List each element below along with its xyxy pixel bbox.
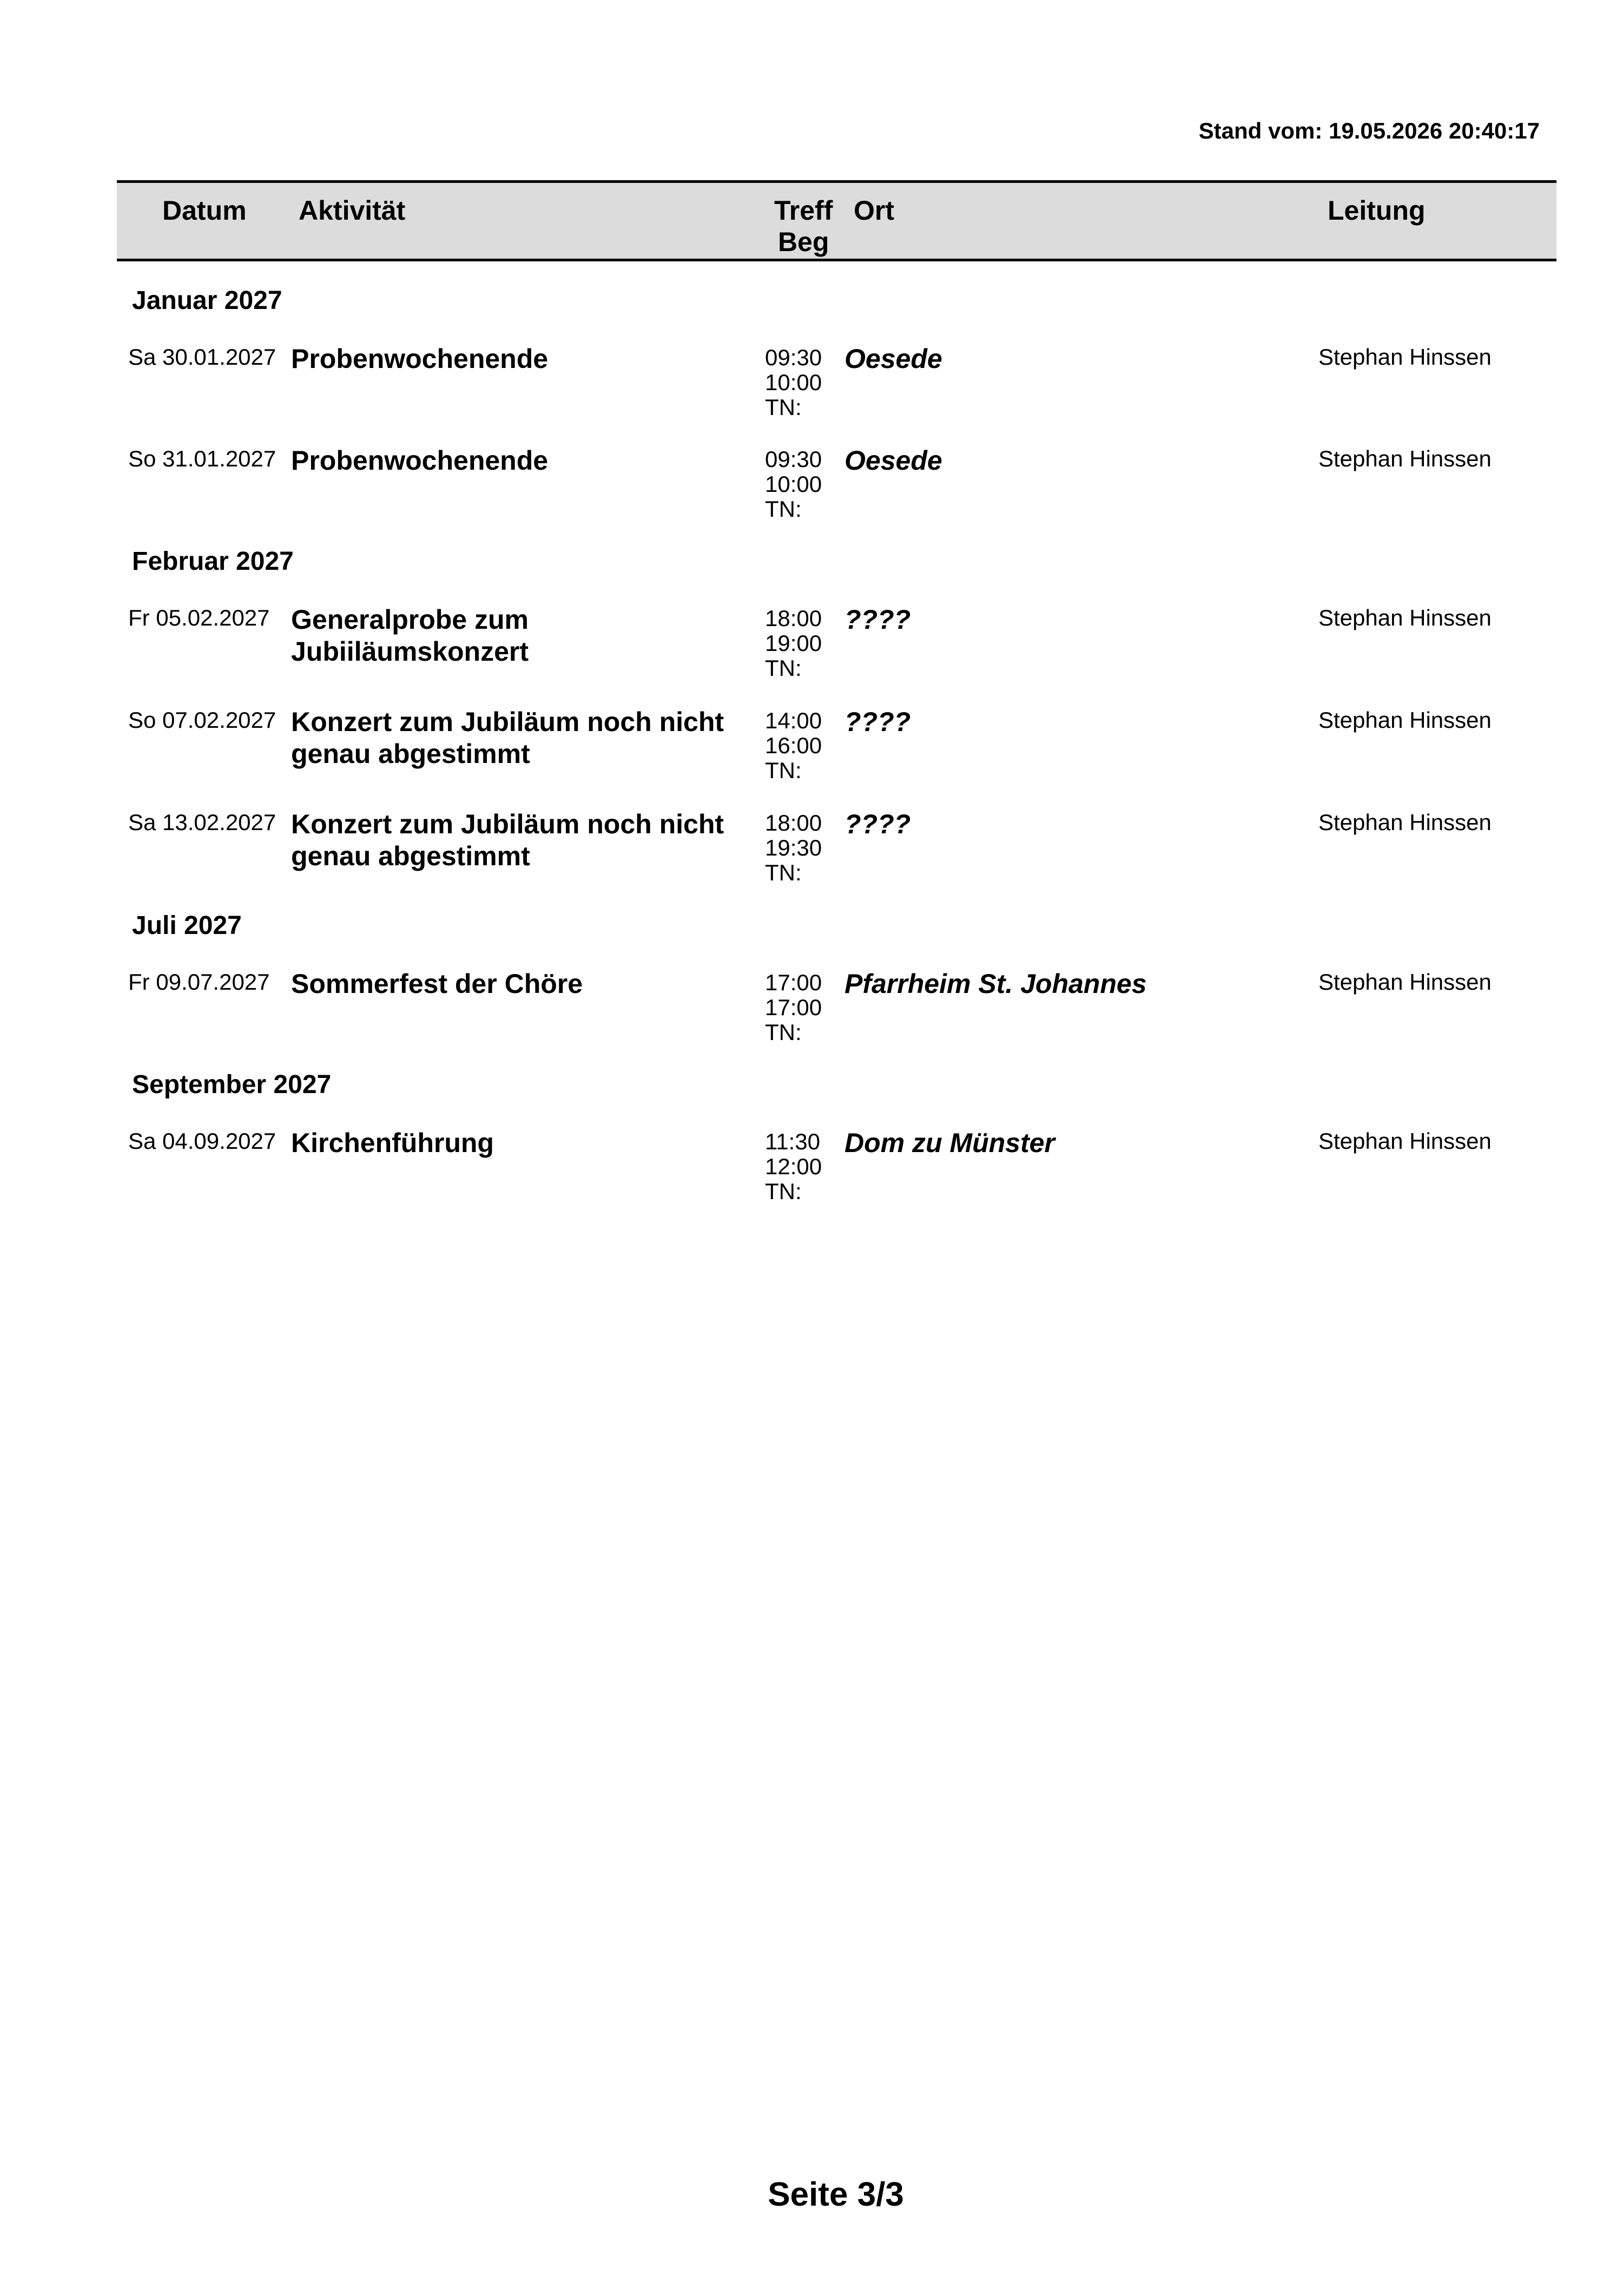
event-activity: Kirchenführung bbox=[291, 1128, 494, 1158]
event-begin-time: 16:00 bbox=[765, 733, 822, 758]
event-activity: Sommerfest der Chöre bbox=[291, 969, 583, 999]
table-header bbox=[117, 180, 1556, 261]
event-activity: Probenwochenende bbox=[291, 445, 549, 476]
column-header-treff: Treff bbox=[774, 195, 833, 226]
event-times bbox=[765, 1129, 822, 1204]
month-heading: Juli 2027 bbox=[132, 911, 242, 940]
event-begin-time: 19:30 bbox=[765, 835, 822, 860]
event-location: Oesede bbox=[845, 344, 942, 374]
event-location: Pfarrheim St. Johannes bbox=[845, 969, 1147, 999]
event-times bbox=[765, 345, 822, 420]
event-times bbox=[765, 970, 822, 1045]
event-activity: Generalprobe zum Jubiiläumskonzert bbox=[291, 604, 529, 667]
event-treff-time: 09:30 bbox=[765, 345, 822, 370]
event-leader: Stephan Hinssen bbox=[1318, 810, 1492, 835]
event-date: So 31.01.2027 bbox=[128, 446, 276, 471]
event-begin-time: 10:00 bbox=[765, 370, 822, 395]
event-begin-time: 19:00 bbox=[765, 630, 822, 656]
event-times bbox=[765, 606, 822, 681]
event-date: Sa 04.09.2027 bbox=[128, 1128, 276, 1154]
month-heading: Februar 2027 bbox=[132, 547, 294, 576]
column-header-leitung: Leitung bbox=[1328, 195, 1426, 226]
event-begin-time: 17:00 bbox=[765, 995, 822, 1020]
event-leader: Stephan Hinssen bbox=[1318, 1128, 1492, 1154]
column-header-beg: Beg bbox=[777, 227, 829, 257]
event-leader: Stephan Hinssen bbox=[1318, 707, 1492, 733]
event-date: Fr 09.07.2027 bbox=[128, 969, 270, 995]
event-tn-label: TN: bbox=[765, 655, 802, 681]
event-activity: Konzert zum Jubiläum noch nicht genau abgestimmt bbox=[291, 707, 724, 769]
column-header-ort: Ort bbox=[854, 195, 894, 226]
event-date: Fr 05.02.2027 bbox=[128, 605, 270, 630]
column-header-treff-beg bbox=[774, 195, 833, 258]
event-tn-label: TN: bbox=[765, 1179, 802, 1204]
event-tn-label: TN: bbox=[765, 860, 802, 885]
event-leader: Stephan Hinssen bbox=[1318, 344, 1492, 370]
event-location: Oesede bbox=[845, 445, 942, 476]
event-treff-time: 09:30 bbox=[765, 446, 822, 472]
event-treff-time: 14:00 bbox=[765, 708, 822, 733]
event-tn-label: TN: bbox=[765, 1019, 802, 1045]
column-header-aktivitaet: Aktivität bbox=[299, 195, 406, 226]
event-leader: Stephan Hinssen bbox=[1318, 446, 1492, 471]
event-activity: Konzert zum Jubiläum noch nicht genau abgestimmt bbox=[291, 809, 724, 871]
event-date: So 07.02.2027 bbox=[128, 707, 276, 733]
event-begin-time: 12:00 bbox=[765, 1154, 822, 1179]
event-treff-time: 17:00 bbox=[765, 970, 822, 995]
month-heading: Januar 2027 bbox=[132, 286, 282, 315]
event-treff-time: 18:00 bbox=[765, 810, 822, 835]
column-header-datum: Datum bbox=[162, 195, 247, 226]
event-treff-time: 18:00 bbox=[765, 606, 822, 631]
event-tn-label: TN: bbox=[765, 758, 802, 783]
event-treff-time: 11:30 bbox=[765, 1129, 820, 1154]
event-location: ???? bbox=[845, 809, 911, 839]
event-tn-label: TN: bbox=[765, 394, 802, 420]
event-leader: Stephan Hinssen bbox=[1318, 605, 1492, 630]
event-times bbox=[765, 447, 822, 522]
event-times bbox=[765, 708, 822, 783]
event-location: ???? bbox=[845, 707, 911, 737]
event-location: Dom zu Münster bbox=[845, 1128, 1055, 1158]
print-timestamp: Stand vom: 19.05.2026 20:40:17 bbox=[1198, 118, 1540, 143]
event-leader: Stephan Hinssen bbox=[1318, 969, 1492, 995]
event-begin-time: 10:00 bbox=[765, 471, 822, 497]
month-heading: September 2027 bbox=[132, 1070, 332, 1099]
event-location: ???? bbox=[845, 604, 911, 635]
event-tn-label: TN: bbox=[765, 496, 802, 522]
event-activity: Probenwochenende bbox=[291, 344, 549, 374]
event-date: Sa 30.01.2027 bbox=[128, 344, 276, 370]
event-times bbox=[765, 811, 822, 885]
page-number: Seite 3/3 bbox=[768, 2176, 904, 2213]
event-date: Sa 13.02.2027 bbox=[128, 810, 276, 835]
